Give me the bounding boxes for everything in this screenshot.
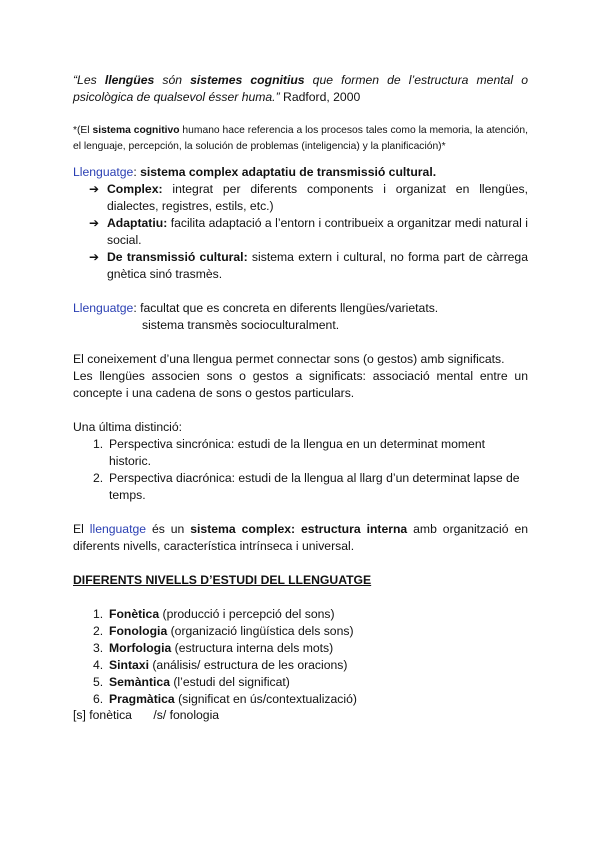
- list-item: [93, 436, 528, 470]
- list-number: 5.: [93, 675, 104, 689]
- list-text: Perspectiva sincrónica: estudi de la llengua en un determinat moment historic.: [109, 437, 485, 468]
- level-name: Morfologia: [109, 641, 172, 655]
- distinction-section: [73, 419, 528, 504]
- list-number: 1.: [93, 437, 104, 451]
- quote-citation: Radford, 2000: [279, 90, 361, 104]
- quote-bold-llengues: llengües: [104, 73, 155, 87]
- para2-bold: sistema complex: estructura interna: [190, 522, 408, 536]
- para1-line-1: El coneixement d’una llengua permet connectar sons (o gestos) amb significats.: [73, 352, 505, 366]
- para2-e: amb organització en diferents nivells, característica intrínseca i universal.: [73, 522, 529, 553]
- footer-notes: [73, 707, 237, 724]
- paragraph-2: [73, 521, 528, 555]
- levels-list: [73, 606, 528, 708]
- section-heading: DIFERENTS NIVELLS D’ESTUDI DEL LLENGUATGE: [73, 573, 372, 587]
- level-name: Pragmàtica: [109, 692, 175, 706]
- bullet-item: [89, 181, 528, 215]
- document-page: [73, 72, 528, 708]
- list-item: [93, 640, 528, 657]
- list-item: [93, 674, 528, 691]
- list-number: 1.: [93, 607, 104, 621]
- list-item: [93, 470, 528, 504]
- list-item: [93, 657, 528, 674]
- bullet-label: Complex:: [107, 182, 163, 196]
- para1-line-2: Les llengües associen sons o gestos a significats: associació mental entre un concepte i una cadena de sons o gestos particulars.: [73, 369, 528, 400]
- list-number: 2.: [93, 471, 104, 485]
- level-desc: (producció i percepció del sons): [159, 607, 335, 621]
- quote-close: ”: [275, 90, 280, 104]
- distinction-list: [73, 436, 528, 504]
- def2-line-1: : facultat que es concreta en diferents llengües/varietats.: [133, 301, 439, 315]
- bullet-text: sistema extern i cultural, no forma part de càrrega gnètica sinó trasmès.: [107, 250, 528, 281]
- def1-bullet-list: [73, 181, 528, 283]
- list-item: [93, 691, 528, 708]
- note-bold: sistema cognitivo: [92, 125, 180, 136]
- list-number: 6.: [93, 692, 104, 706]
- level-desc: (l’estudi del significat): [169, 675, 290, 689]
- term-llenguatge-2: Llenguatge: [73, 301, 134, 315]
- paragraph-1: [73, 351, 528, 402]
- cognitive-note: [73, 123, 528, 155]
- level-desc: (análisis/ estructura de les oracions): [148, 658, 348, 672]
- arrow-icon: ➔: [89, 250, 100, 264]
- list-number: 4.: [93, 658, 104, 672]
- para2-a: El: [73, 522, 90, 536]
- bullet-text: integrat per diferents components i organizat en llengües, dialectes, registres, estils, etc.): [107, 182, 528, 213]
- level-desc: (organizació lingüística dels sons): [167, 624, 354, 638]
- quote-mid-2: que formen de l’estructura mental o psicològica de qualsevol ésser huma.: [73, 73, 528, 104]
- definition-1: [73, 164, 528, 283]
- note-text-a: *(El: [73, 125, 93, 136]
- level-desc: (estructura interna dels mots): [171, 641, 334, 655]
- def1-colon: :: [133, 165, 141, 179]
- bullet-text: facilita adaptació a l’entorn i contribueix a organitzar medi natural i social.: [107, 216, 528, 247]
- list-number: 3.: [93, 641, 104, 655]
- distinction-intro: Una última distinció:: [73, 420, 183, 434]
- bullet-label: De transmissió cultural:: [107, 250, 248, 264]
- list-item: [93, 623, 528, 640]
- level-name: Fonètica: [109, 607, 160, 621]
- level-name: Semàntica: [109, 675, 170, 689]
- level-name: Fonologia: [109, 624, 168, 638]
- para2-term: llenguatge: [89, 522, 147, 536]
- quote-mid-1: són: [154, 73, 191, 87]
- level-name: Sintaxi: [109, 658, 149, 672]
- arrow-icon: ➔: [89, 182, 100, 196]
- term-llenguatge-1: Llenguatge: [73, 165, 134, 179]
- para2-c: és un: [146, 522, 191, 536]
- def2-line-2: sistema transmès socioculturalment.: [142, 318, 340, 332]
- radford-quote: [73, 72, 528, 106]
- note-text-c: humano hace referencia a los procesos tales como la memoria, la atención, el lenguaje, percepción, la solución de problemas (inteligencia) y la planificación)*: [73, 125, 529, 152]
- list-text: Perspectiva diacrónica: estudi de la llengua al llarg d’un determinat lapse de temps.: [109, 471, 520, 502]
- list-number: 2.: [93, 624, 104, 638]
- level-desc: (significat en ús/contextualizació): [174, 692, 357, 706]
- arrow-icon: ➔: [89, 216, 100, 230]
- definition-2: [73, 300, 528, 334]
- bullet-item: [89, 215, 528, 249]
- def1-text: sistema complex adaptatiu de transmissió cultural.: [140, 165, 437, 179]
- quote-bold-sistemes: sistemes cognitius: [190, 73, 305, 87]
- list-item: [93, 606, 528, 623]
- bullet-label: Adaptatiu:: [107, 216, 168, 230]
- footer-phonetic: [s] fonètica: [73, 708, 132, 722]
- footer-phonological: /s/ fonologia: [153, 708, 220, 722]
- bullet-item: [89, 249, 528, 283]
- quote-open: “Les: [73, 73, 105, 87]
